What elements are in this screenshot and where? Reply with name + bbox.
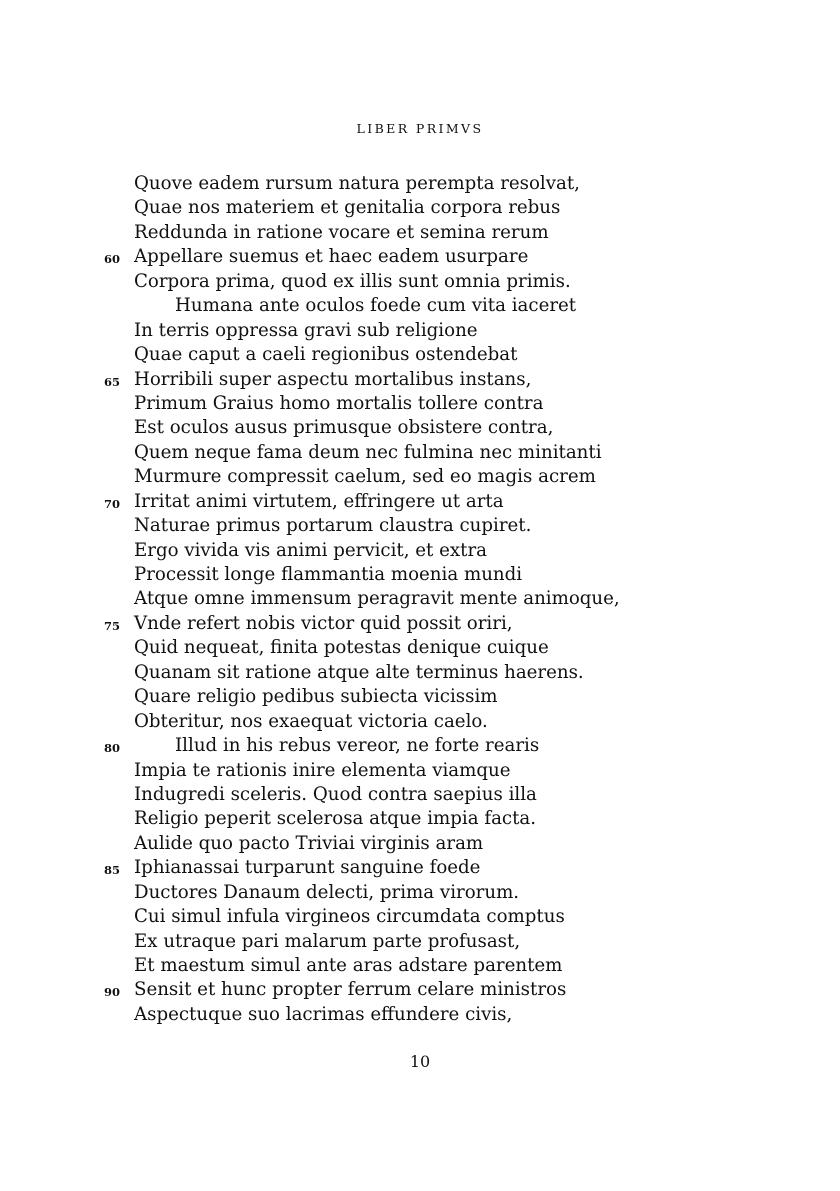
verse-line <box>0 441 840 465</box>
verse-line <box>0 856 840 880</box>
verse-line <box>0 514 840 538</box>
verse-line <box>0 783 840 807</box>
verse-line <box>0 954 840 978</box>
verse-line <box>0 465 840 489</box>
verse-text: In terris oppressa gravi sub religione <box>134 319 478 341</box>
verse-line <box>0 319 840 343</box>
verse-text: Quanam sit ratione atque alte terminus haerens. <box>134 661 584 683</box>
verse-line <box>0 368 840 392</box>
verse-line <box>0 905 840 929</box>
verse-line <box>0 539 840 563</box>
verse-block <box>0 172 840 1027</box>
verse-line <box>0 661 840 685</box>
verse-text: Reddunda in ratione vocare et semina rerum <box>134 221 549 243</box>
verse-text: Vnde refert nobis victor quid possit oriri, <box>134 612 513 634</box>
verse-line <box>0 196 840 220</box>
page-number: 10 <box>409 1052 431 1071</box>
verse-text: Indugredi sceleris. Quod contra saepius illa <box>134 783 537 805</box>
line-number: 75 <box>104 618 121 633</box>
verse-line <box>0 978 840 1002</box>
line-number: 80 <box>104 741 121 756</box>
verse-line <box>0 294 840 318</box>
line-number: 65 <box>104 374 121 389</box>
verse-line <box>0 930 840 954</box>
verse-text: Aspectuque suo lacrimas effundere civis, <box>134 1003 513 1025</box>
verse-line <box>0 587 840 611</box>
verse-text: Religio peperit scelerosa atque impia facta. <box>134 808 537 830</box>
verse-line <box>0 807 840 831</box>
verse-line <box>0 636 840 660</box>
verse-line <box>0 685 840 709</box>
verse-line <box>0 392 840 416</box>
verse-text: Appellare suemus et haec eadem usurpare <box>134 246 529 268</box>
verse-text: Primum Graius homo mortalis tollere contra <box>134 392 544 414</box>
verse-line <box>0 343 840 367</box>
verse-text: Illud in his rebus vereor, ne forte rearis <box>175 735 540 757</box>
verse-text: Horribili super aspectu mortalibus instans, <box>134 368 532 390</box>
verse-line <box>0 881 840 905</box>
verse-text: Murmure compressit caelum, sed eo magis acrem <box>134 466 596 488</box>
verse-text: Ex utraque pari malarum parte profusast, <box>134 930 521 952</box>
verse-line <box>0 416 840 440</box>
verse-text: Impia te rationis inire elementa viamque <box>134 759 511 781</box>
verse-text: Et maestum simul ante aras adstare parentem <box>134 955 563 976</box>
running-head: LIBER PRIMVS <box>356 121 484 136</box>
verse-line <box>0 221 840 245</box>
line-number: 60 <box>104 252 121 267</box>
verse-line <box>0 270 840 294</box>
verse-text: Humana ante oculos foede cum vita iaceret <box>175 295 577 317</box>
verse-text: Quove eadem rursum natura perempta resolvat, <box>134 173 580 194</box>
verse-text: Ductores Danaum delecti, prima virorum. <box>134 881 520 903</box>
verse-line <box>0 1003 840 1027</box>
verse-line <box>0 172 840 196</box>
verse-text: Cui simul infula virgineos circumdata comptus <box>134 906 565 928</box>
verse-text: Corpora prima, quod ex illis sunt omnia primis. <box>134 270 571 292</box>
verse-line <box>0 490 840 514</box>
verse-line <box>0 832 840 856</box>
verse-text: Est oculos ausus primusque obsistere contra, <box>134 417 554 439</box>
verse-text: Atque omne immensum peragravit mente animoque, <box>134 588 620 610</box>
verse-line <box>0 245 840 269</box>
verse-line <box>0 759 840 783</box>
verse-line <box>0 612 840 636</box>
verse-text: Quae nos materiem et genitalia corpora rebus <box>134 197 561 219</box>
verse-text: Irritat animi virtutem, effringere ut arta <box>134 490 504 512</box>
verse-line <box>0 734 840 758</box>
verse-text: Sensit et hunc propter ferrum celare ministros <box>134 979 567 1001</box>
verse-text: Quem neque fama deum nec fulmina nec minitanti <box>134 441 602 463</box>
verse-text: Quid nequeat, finita potestas denique cuique <box>134 637 549 659</box>
verse-text: Quare religio pedibus subiecta vicissim <box>134 686 498 708</box>
verse-text: Aulide quo pacto Triviai virginis aram <box>134 832 484 854</box>
verse-text: Ergo vivida vis animi pervicit, et extra <box>134 539 488 561</box>
line-number: 85 <box>104 863 121 878</box>
verse-line <box>0 563 840 587</box>
line-number: 70 <box>104 496 121 511</box>
verse-text: Naturae primus portarum claustra cupiret. <box>134 515 532 537</box>
verse-line <box>0 710 840 734</box>
verse-text: Quae caput a caeli regionibus ostendebat <box>134 344 518 366</box>
line-number: 90 <box>104 985 121 1000</box>
verse-text: Obteritur, nos exaequat victoria caelo. <box>134 710 488 732</box>
verse-text: Processit longe flammantia moenia mundi <box>134 564 523 585</box>
verse-text: Iphianassai turparunt sanguine foede <box>134 857 481 879</box>
